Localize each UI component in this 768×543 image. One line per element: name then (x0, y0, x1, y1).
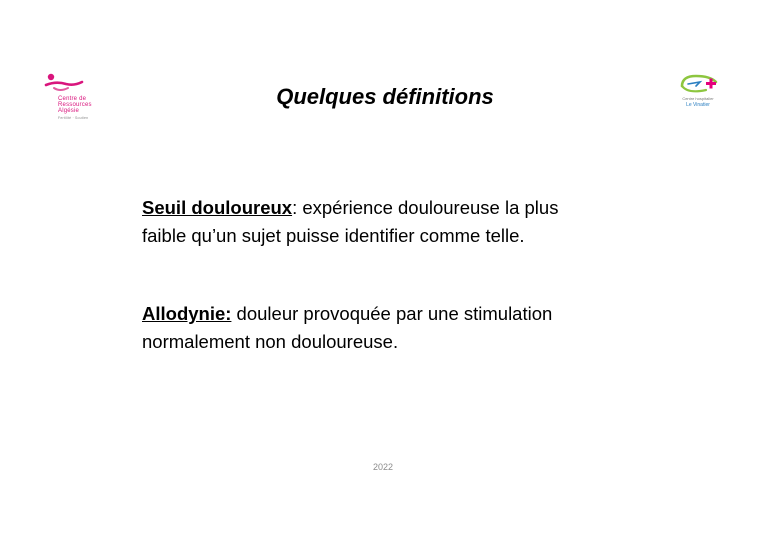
logo-left-line-2: Ressources (58, 102, 92, 108)
definition-term: Seuil douloureux (142, 197, 293, 218)
logo-right-line-2: Le Vinatier (686, 102, 710, 108)
definition-line: normalement non douloureuse. (142, 331, 399, 352)
definition-line (142, 194, 662, 222)
definition-line (142, 300, 662, 328)
logo-left-line-1: Centre de (58, 96, 87, 102)
definition-text: : expérience douloureuse la plus (292, 197, 559, 218)
figure-logo-icon (44, 72, 84, 98)
definition-allodynie (142, 300, 662, 356)
footer-year: 2022 (372, 462, 394, 472)
definition-line: faible qu’un sujet puisse identifier comme telle. (142, 225, 525, 246)
slide-title: Quelques définitions (276, 84, 494, 109)
definition-term: Allodynie: (142, 303, 232, 324)
logo-right-line-1: Centre hospitalier (682, 96, 714, 101)
logo-left-line-4: Fertilité · Soutien (58, 116, 89, 120)
hospital-logo-icon (676, 72, 720, 96)
logo-left (44, 72, 110, 124)
definition-text: douleur provoquée par une stimulation (231, 303, 553, 324)
definition-seuil-douloureux (142, 194, 662, 250)
logo-right (668, 72, 728, 114)
logo-left-line-3: Algésie (58, 108, 80, 114)
